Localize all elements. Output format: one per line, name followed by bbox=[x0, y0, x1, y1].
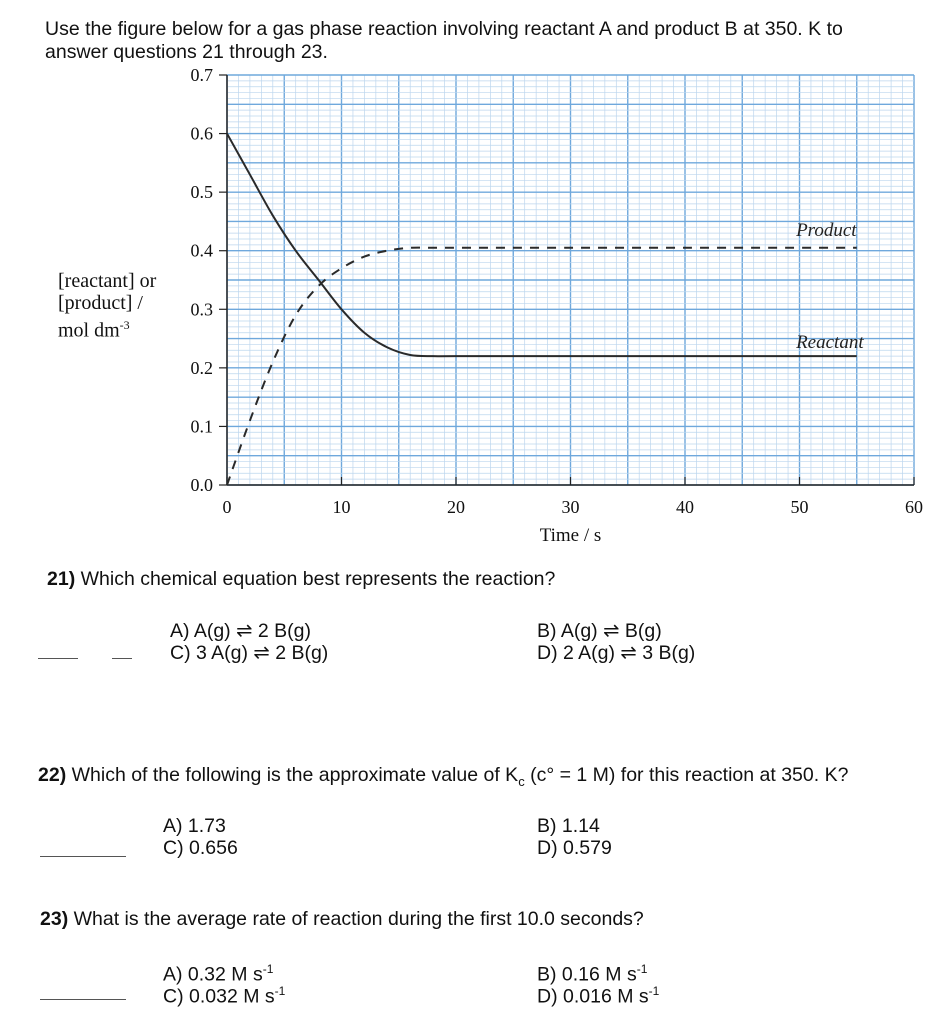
q23-option-d-text: D) 0.016 M s bbox=[537, 985, 649, 1008]
question-21 bbox=[47, 568, 555, 591]
answer-blank-22[interactable] bbox=[40, 856, 126, 857]
y-tick-label: 0.4 bbox=[190, 240, 213, 261]
answer-blank-21-a[interactable] bbox=[38, 658, 78, 659]
chart-axes bbox=[191, 65, 924, 517]
answer-blank-23[interactable] bbox=[40, 999, 126, 1000]
x-tick-label: 10 bbox=[332, 497, 351, 517]
x-tick-label: 60 bbox=[905, 497, 923, 517]
y-label-line-2: [product] / bbox=[58, 292, 143, 314]
question-21-text: Which chemical equation best represents the reaction? bbox=[75, 568, 556, 590]
y-label-line-1: [reactant] or bbox=[58, 270, 157, 292]
question-22-number: 22) bbox=[38, 764, 67, 786]
q23-option-c[interactable] bbox=[163, 980, 285, 1008]
series-line-product bbox=[227, 248, 857, 485]
y-label-unit: mol dm bbox=[58, 319, 120, 342]
question-22-subscript: c bbox=[518, 773, 525, 789]
chart-grid bbox=[227, 75, 914, 485]
q23-option-a-exp: -1 bbox=[262, 962, 274, 976]
q22-option-b[interactable]: B) 1.14 bbox=[537, 815, 600, 837]
y-tick-label: 0.1 bbox=[190, 416, 213, 437]
x-tick-label: 30 bbox=[561, 497, 580, 517]
question-22 bbox=[38, 764, 848, 789]
q21-option-c[interactable]: C) 3 A(g) ⇌ 2 B(g) bbox=[170, 642, 329, 664]
q23-option-d[interactable] bbox=[537, 980, 659, 1008]
q22-option-c[interactable]: C) 0.656 bbox=[163, 837, 238, 859]
annotation-reactant: Reactant bbox=[796, 332, 864, 354]
y-label-exp: -3 bbox=[119, 318, 130, 332]
x-tick-label: 50 bbox=[790, 497, 809, 517]
intro-line-1: Use the figure below for a gas phase reaction involving reactant A and product B at 350. K to bbox=[45, 18, 843, 40]
question-23-text: What is the average rate of reaction during the first 10.0 seconds? bbox=[68, 908, 644, 930]
q21-option-b[interactable]: B) A(g) ⇌ B(g) bbox=[537, 620, 662, 642]
y-tick-label: 0.3 bbox=[190, 299, 213, 320]
question-23-number: 23) bbox=[40, 908, 69, 930]
x-tick-label: 20 bbox=[447, 497, 465, 517]
y-tick-label: 0.6 bbox=[190, 123, 213, 144]
y-tick-label: 0.2 bbox=[190, 357, 213, 378]
q23-option-c-text: C) 0.032 M s bbox=[163, 985, 275, 1008]
annotation-product: Product bbox=[796, 219, 857, 241]
question-22-text: Which of the following is the approximate value of K bbox=[66, 764, 519, 786]
question-22-text-end: (c° = 1 M) for this reaction at 350. K? bbox=[524, 764, 849, 786]
chart-labels bbox=[540, 220, 865, 546]
y-tick-label: 0.7 bbox=[190, 65, 213, 85]
answer-blank-21-b[interactable] bbox=[112, 658, 132, 659]
y-tick-label: 0.0 bbox=[190, 475, 213, 495]
x-axis-label: Time / s bbox=[539, 525, 602, 546]
q21-option-d[interactable]: D) 2 A(g) ⇌ 3 B(g) bbox=[537, 642, 696, 664]
q23-option-d-exp: -1 bbox=[648, 984, 660, 998]
q23-option-b-exp: -1 bbox=[636, 962, 648, 976]
q23-option-a-text: A) 0.32 M s bbox=[163, 963, 263, 986]
y-tick-label: 0.5 bbox=[190, 182, 213, 203]
q21-option-a[interactable]: A) A(g) ⇌ 2 B(g) bbox=[170, 620, 311, 642]
question-21-number: 21) bbox=[47, 568, 76, 590]
q23-option-c-exp: -1 bbox=[274, 984, 286, 998]
q22-option-a[interactable]: A) 1.73 bbox=[163, 815, 226, 837]
intro-line-2: answer questions 21 through 23. bbox=[45, 41, 328, 63]
q22-option-d[interactable]: D) 0.579 bbox=[537, 837, 612, 859]
x-tick-label: 40 bbox=[676, 497, 694, 517]
q23-option-b-text: B) 0.16 M s bbox=[537, 963, 637, 986]
question-23 bbox=[40, 908, 644, 931]
x-tick-label: 0 bbox=[222, 497, 232, 517]
